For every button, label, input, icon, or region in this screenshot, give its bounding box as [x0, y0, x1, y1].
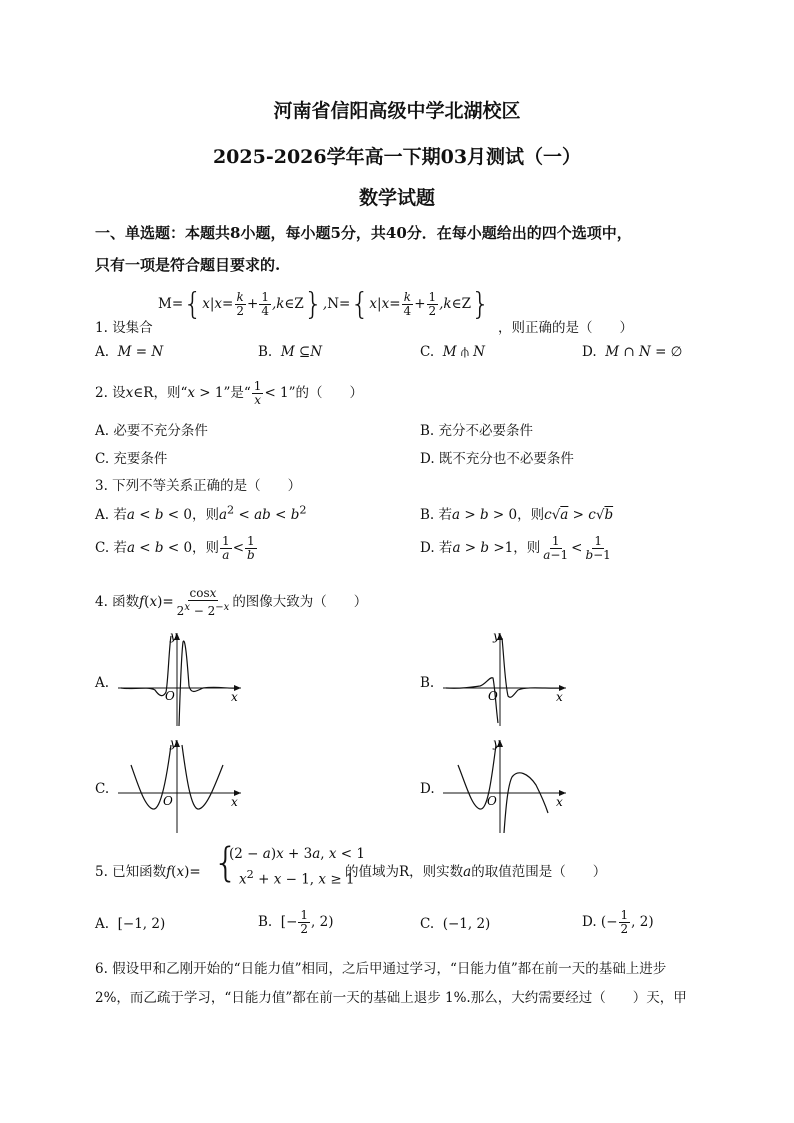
q4-label-a: A. [95, 675, 110, 691]
svg-text:y: y [493, 736, 500, 750]
svg-text:x: x [556, 795, 563, 809]
q4-label-c: C. [95, 781, 110, 797]
svg-text:O: O [487, 794, 497, 808]
exam-subject-title: 数学试题 [358, 187, 435, 209]
q4-stem: 4. 函数f(x)= $\frac{\cos x}{2^x - 2^{-x}}$ 的图像大致为（ ） [95, 586, 368, 618]
q1-option-d[interactable]: D. M ∩ N = ∅ [582, 344, 683, 360]
q1-option-b[interactable]: B. M ⊆N [258, 344, 323, 360]
q2-option-b[interactable]: B. 充分不必要条件 [420, 423, 534, 439]
svg-text:x: x [556, 690, 563, 704]
q5-stem: 5. 已知函数f(x)= [95, 864, 201, 880]
q1-stem: 1. 设集合 [95, 320, 153, 336]
q4-graph-b[interactable] [438, 628, 573, 728]
q6-line2: 2%，而乙疏于学习，“日能力值”都在前一天的基础上退步 1%.那么，大约需要经过（ ）天，甲 [95, 990, 687, 1006]
q5-option-d[interactable]: D. (− $\frac{1}{2}$ , 2) [582, 908, 654, 936]
q4-label-d: D. [420, 781, 435, 797]
q6-line1: 6. 假设甲和乙刚开始的“日能力值”相同，之后甲通过学习，“日能力值”都在前一天的基础上进步 [95, 961, 667, 977]
q1-tail: ，则正确的是（ ） [498, 320, 633, 336]
svg-text:y: y [493, 629, 500, 643]
q2-option-d[interactable]: D. 既不充分也不必要条件 [420, 451, 574, 467]
q1-sets-formula: M={x|x= $\frac{k}{2}$ + $\frac{1}{4}$ ,k∈Z},N={x|x= $\frac{k}{4}$ + $\frac{1}{2}$ ,k∈Z} [158, 287, 491, 322]
q1-option-c[interactable]: C. M ⫛ N [420, 344, 485, 360]
svg-text:y: y [170, 629, 177, 643]
q2-stem: 2. 设x∈R，则“x > 1”是“ $\frac{1}{x}$ < 1”的（ ） [95, 379, 364, 407]
q1-option-a[interactable]: A. M = N [95, 344, 164, 360]
q3-option-d[interactable]: D. 若a > b >1，则 $\frac{1}{a-1}$ < $\frac{1}{b-1}$ [420, 534, 611, 562]
q5-option-c[interactable]: C. (−1, 2) [420, 916, 491, 932]
q3-option-b[interactable]: B. 若a > b > 0，则c√a > c√b [420, 507, 614, 523]
q5-stem-tail: 的值域为R，则实数a的取值范围是（ ） [345, 864, 607, 880]
q4-label-b: B. [420, 675, 435, 691]
q3-option-c[interactable]: C. 若a < b < 0，则 $\frac{1}{a}$ < $\frac{1}{b}$ [95, 534, 255, 562]
exam-term-title: 2025-2026学年高一下期03月测试（一） [212, 146, 582, 168]
section-heading-line1: 一、单选题：本题共8小题，每小题5分，共40分．在每小题给出的四个选项中， [95, 224, 632, 242]
svg-text:y: y [170, 736, 177, 750]
q2-option-a[interactable]: A. 必要不充分条件 [95, 423, 208, 439]
q3-option-a[interactable]: A. 若a < b < 0，则$a^2$ < ab < $b^2$ [95, 503, 307, 523]
svg-text:O: O [165, 689, 175, 703]
q2-option-c[interactable]: C. 充要条件 [95, 451, 168, 467]
q5-option-b[interactable]: B. [− $\frac{1}{2}$ , 2) [258, 908, 334, 936]
q4-graph-c[interactable] [113, 735, 248, 835]
svg-text:x: x [231, 795, 238, 809]
svg-text:x: x [231, 690, 238, 704]
svg-text:O: O [488, 689, 498, 703]
q5-option-a[interactable]: A. [−1, 2) [95, 916, 166, 932]
svg-text:O: O [163, 794, 173, 808]
q4-graph-a[interactable] [113, 628, 248, 728]
exam-school-title: 河南省信阳高级中学北湖校区 [273, 100, 521, 122]
section-heading-line2: 只有一项是符合题目要求的. [95, 256, 281, 274]
q3-stem: 3. 下列不等关系正确的是（ ） [95, 478, 302, 494]
q4-graph-d[interactable] [438, 735, 573, 835]
